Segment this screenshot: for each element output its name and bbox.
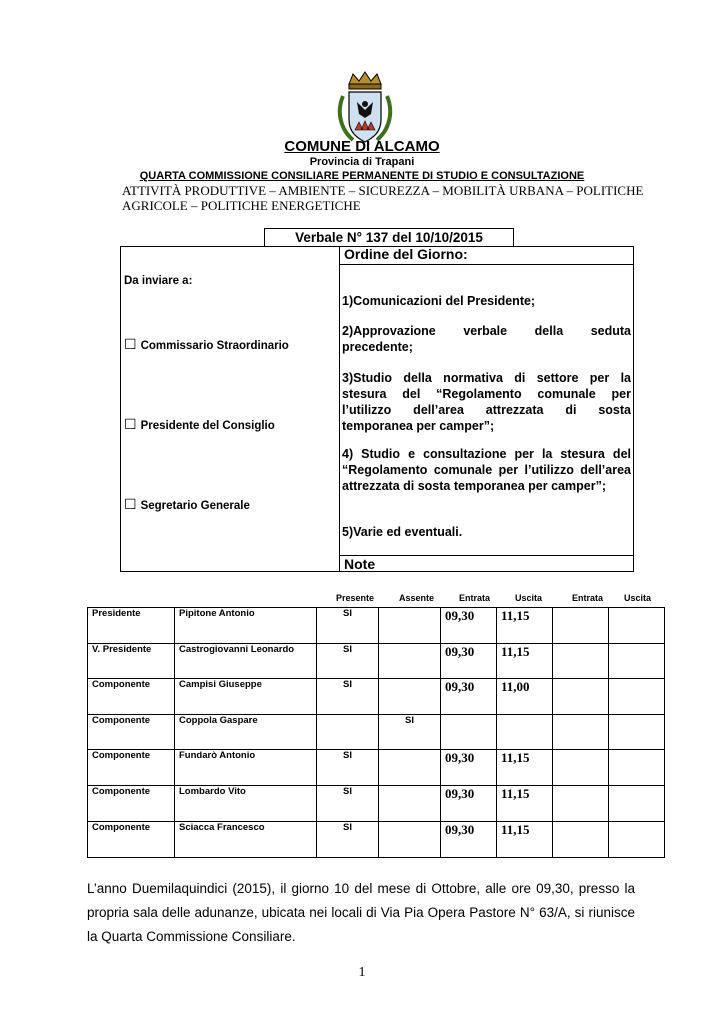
entrata-2-cell [553, 750, 609, 786]
member-role: Componente [88, 715, 175, 750]
assente-cell [379, 679, 441, 715]
member-role: Componente [88, 679, 175, 715]
presente-cell: SI [317, 644, 379, 679]
member-role: Componente [88, 750, 175, 786]
entrata-2-cell [553, 786, 609, 822]
header-entrata: Entrata [459, 593, 491, 603]
uscita-cell: 11,15 [497, 786, 553, 822]
verbale-number: Verbale N° 137 del 10/10/2015 [264, 228, 514, 247]
entrata-cell [441, 715, 497, 750]
header-presente: Presente [336, 593, 375, 603]
checkbox-icon[interactable]: ☐ [124, 337, 137, 353]
note-title: Note [344, 556, 376, 572]
ordine-del-giorno-title: Ordine del Giorno: [344, 246, 468, 262]
uscita-2-cell [609, 608, 665, 644]
member-name: Castrogiovanni Leonardo [175, 644, 317, 679]
table-row [88, 679, 665, 715]
uscita-cell: 11,15 [497, 608, 553, 644]
member-name: Pipitone Antonio [175, 608, 317, 644]
checkbox-icon[interactable]: ☐ [124, 497, 137, 513]
member-role: Componente [88, 786, 175, 822]
entrata-cell: 09,30 [441, 679, 497, 715]
entrata-2-cell [553, 822, 609, 858]
assente-cell [379, 750, 441, 786]
entrata-cell: 09,30 [441, 644, 497, 679]
recipient-label: Presidente del Consiglio [140, 420, 275, 432]
member-name: Campisi Giuseppe [175, 679, 317, 715]
ordine-title-underline [339, 264, 634, 265]
agenda-item-2: 2)Approvazione verbale della seduta precedente; [342, 324, 631, 354]
recipient-presidente[interactable] [124, 417, 275, 433]
entrata-cell: 09,30 [441, 750, 497, 786]
uscita-cell [497, 715, 553, 750]
assente-cell: SI [379, 715, 441, 750]
uscita-cell: 11,00 [497, 679, 553, 715]
note-separator [339, 555, 634, 556]
uscita-cell: 11,15 [497, 750, 553, 786]
table-row [88, 608, 665, 644]
header-assente: Assente [399, 593, 435, 603]
recipient-commissario[interactable] [124, 337, 289, 353]
frame-divider [339, 246, 340, 572]
member-name: Fundarò Antonio [175, 750, 317, 786]
page-number: 1 [358, 965, 366, 980]
comune-title: COMUNE DI ALCAMO [284, 138, 440, 155]
agenda-item-3: 3)Studio della normativa di settore per la stesura del “Regolamento comunale per l’utilizzo dell’area attrezzata di sosta temporanea per camper”; [342, 371, 631, 433]
entrata-cell: 09,30 [441, 822, 497, 858]
presente-cell: SI [317, 750, 379, 786]
member-name: Coppola Gaspare [175, 715, 317, 750]
presente-cell: SI [317, 786, 379, 822]
assente-cell [379, 644, 441, 679]
verbale-body-text: L’anno Duemilaquindici (2015), il giorno 10 del mese di Ottobre, alle ore 09,30, presso la propria sala delle adunanze, ubicata nei locali di Via Pia Opera Pastore N° 63/A, si riunisce la Quarta Commissione Consiliare. [87, 881, 635, 944]
member-role: Presidente [88, 608, 175, 644]
member-name: Lombardo Vito [175, 786, 317, 822]
recipient-label: Segretario Generale [140, 500, 250, 512]
member-name: Sciacca Francesco [175, 822, 317, 858]
entrata-cell: 09,30 [441, 786, 497, 822]
provincia-subtitle: Provincia di Trapani [309, 156, 415, 168]
agenda-item-4: 4) Studio e consultazione per la stesura del “Regolamento comunale per l’utilizzo dell’area attrezzata di sosta temporanea per camper”; [342, 447, 631, 493]
assente-cell [379, 786, 441, 822]
member-role: Componente [88, 822, 175, 858]
recipient-label: Commissario Straordinario [140, 340, 289, 352]
uscita-2-cell [609, 750, 665, 786]
table-row [88, 715, 665, 750]
agenda-item-1: 1)Comunicazioni del Presidente; [342, 294, 536, 308]
header-entrata-2: Entrata [572, 593, 604, 603]
assente-cell [379, 822, 441, 858]
entrata-2-cell [553, 715, 609, 750]
entrata-cell: 09,30 [441, 608, 497, 644]
presente-cell: SI [317, 679, 379, 715]
presente-cell: SI [317, 822, 379, 858]
table-row [88, 822, 665, 858]
assente-cell [379, 608, 441, 644]
areas-line-2: AGRICOLE – POLITICHE ENERGETICHE [122, 198, 361, 213]
uscita-2-cell [609, 644, 665, 679]
entrata-2-cell [553, 644, 609, 679]
table-row [88, 644, 665, 679]
commissione-title: QUARTA COMMISSIONE CONSILIARE PERMANENTE DI STUDIO E CONSULTAZIONE [139, 170, 585, 182]
presente-cell: SI [317, 608, 379, 644]
header-uscita: Uscita [515, 593, 543, 603]
checkbox-icon[interactable]: ☐ [124, 417, 137, 433]
presente-cell [317, 715, 379, 750]
agenda-item-5: 5)Varie ed eventuali. [342, 525, 463, 539]
table-row [88, 750, 665, 786]
attendance-table [87, 607, 665, 858]
entrata-2-cell [553, 679, 609, 715]
areas-line-1: ATTIVITÀ PRODUTTIVE – AMBIENTE – SICUREZZA – MOBILITÀ URBANA – POLITICHE [122, 183, 644, 198]
recipients-label: Da inviare a: [124, 275, 193, 287]
commissione-areas [122, 183, 652, 213]
uscita-cell: 11,15 [497, 822, 553, 858]
uscita-2-cell [609, 822, 665, 858]
recipient-segretario[interactable] [124, 497, 250, 513]
table-row [88, 786, 665, 822]
uscita-cell: 11,15 [497, 644, 553, 679]
uscita-2-cell [609, 679, 665, 715]
header-uscita-2: Uscita [624, 593, 652, 603]
member-role: V. Presidente [88, 644, 175, 679]
uscita-2-cell [609, 786, 665, 822]
entrata-2-cell [553, 608, 609, 644]
uscita-2-cell [609, 715, 665, 750]
